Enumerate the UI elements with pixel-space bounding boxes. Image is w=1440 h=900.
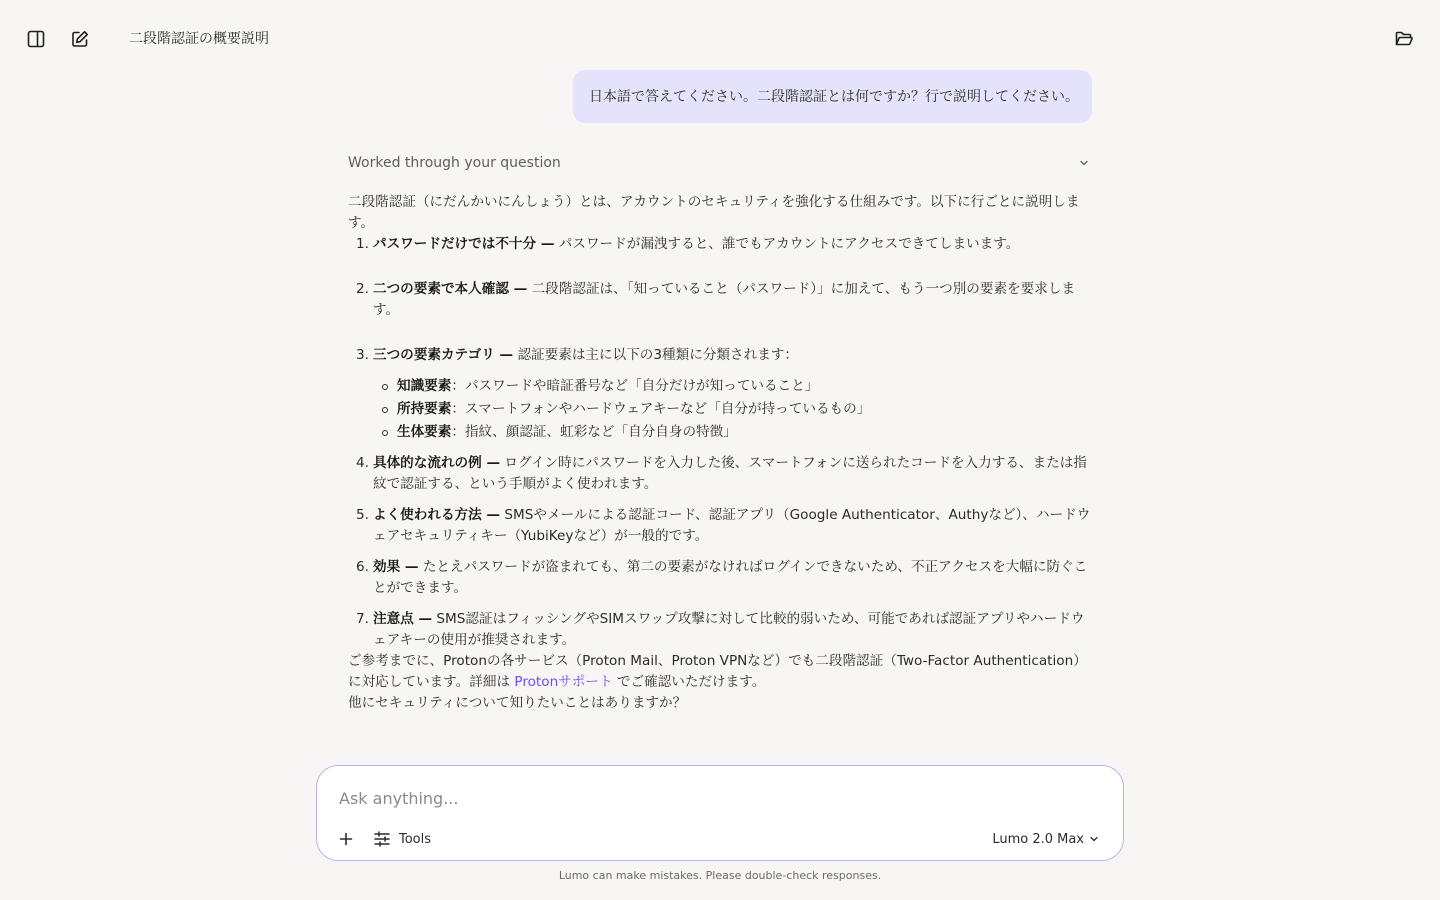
item-title: パスワードだけでは不十分 — [373, 236, 555, 252]
list-item [348, 279, 1092, 321]
plus-icon [339, 832, 353, 846]
list-item [348, 234, 1092, 255]
sub-item-text: ：パスワードや暗証番号など「自分だけが知っていること」 [451, 378, 819, 394]
conversation-area [348, 70, 1092, 714]
item-text: 二段階認証は、「知っていること（パスワード）」に加えて、もう一つ別の要素を要求します。 [373, 281, 1076, 318]
item-text: ログイン時にパスワードを入力した後、スマートフォンに送られたコードを入力する、または指紋で認証する、という手順がよく使われます。 [373, 455, 1087, 492]
sub-item-title: 所持要素 [397, 401, 452, 417]
assistant-answer [348, 192, 1092, 714]
item-text: 認証要素は主に以下の3種類に分類されます： [513, 347, 798, 363]
model-selector[interactable] [992, 828, 1099, 850]
answer-intro: 二段階認証（にだんかいにんしょう）とは、アカウントのセキュリティを強化する仕組みです。以下に行ごとに説明します。 [348, 194, 1080, 231]
list-item [348, 453, 1092, 495]
new-chat-icon [70, 29, 90, 49]
disclaimer: Lumo can make mistakes. Please double-check responses. [558, 869, 882, 882]
sub-list-item [373, 399, 1092, 420]
proton-support-link[interactable]: Protonサポート [514, 674, 613, 690]
item-number: 5. [356, 507, 369, 523]
answer-closing: 他にセキュリティについて知りたいことはありますか？ [348, 695, 687, 711]
list-item [348, 609, 1092, 651]
item-number: 1. [356, 236, 369, 252]
top-bar [0, 0, 1440, 78]
reasoning-label: Worked through your question [348, 155, 561, 171]
user-message: 日本語で答えてください。二段階認証とは何ですか？行で説明してください。 [573, 70, 1092, 123]
item-text: SMS認証はフィッシングやSIMスワップ攻撃に対して比較的弱いため、可能であれば認証アプリやハードウェアキーの使用が推奨されます。 [373, 611, 1085, 648]
item-number: 7. [356, 611, 369, 627]
attach-button[interactable] [335, 828, 357, 850]
item-text: SMSやメールによる認証コード、認証アプリ（Google Authenticator、Authyなど）、ハードウェアセキュリティキー（YubiKeyなど）が一般的です。 [373, 507, 1091, 544]
outro-text-end: でご確認いただけます。 [612, 674, 766, 690]
sub-list-item [373, 422, 1092, 443]
sidebar-toggle-button[interactable] [20, 23, 52, 55]
item-text: たとえパスワードが盗まれても、第二の要素がなければログインできないため、不正アクセスを大幅に防ぐことができます。 [373, 559, 1088, 596]
item-title: 注意点 — [373, 611, 433, 627]
chevron-down-icon [1078, 157, 1090, 169]
item-title: 効果 — [373, 559, 419, 575]
item-title: 二つの要素で本人確認 — [373, 281, 528, 297]
outro-text: ご参考までに、Protonの各サービス（Proton Mail、Proton VPNなど）でも二段階認証（Two-Factor Authentication）に対応しています。詳細は [348, 653, 1087, 690]
sub-list [373, 376, 1092, 443]
chat-title: 二段階認証の概要説明 [129, 31, 269, 47]
sub-item-title: 生体要素 [397, 424, 452, 440]
item-title: 三つの要素カテゴリ — [373, 347, 514, 363]
composer [316, 765, 1124, 861]
sub-item-text: ：指紋、顔認証、虹彩など「自分自身の特徴」 [451, 424, 737, 440]
item-number: 6. [356, 559, 369, 575]
folder-open-icon [1394, 29, 1414, 49]
item-number: 3. [356, 347, 369, 363]
item-number: 2. [356, 281, 369, 297]
item-number: 4. [356, 455, 369, 471]
list-item [348, 345, 1092, 443]
sub-item-text: ：スマートフォンやハードウェアキーなど「自分が持っているもの」 [451, 401, 871, 417]
item-title: 具体的な流れの例 — [373, 455, 501, 471]
list-item [348, 505, 1092, 547]
reasoning-toggle[interactable] [348, 150, 1092, 176]
list-item [348, 557, 1092, 599]
sub-item-title: 知識要素 [397, 378, 452, 394]
tools-button[interactable] [373, 828, 431, 850]
tools-label: Tools [399, 831, 432, 847]
sliders-icon [373, 830, 391, 848]
chevron-down-icon [1089, 834, 1099, 844]
answer-outro [348, 651, 1092, 693]
new-chat-button[interactable] [64, 23, 96, 55]
model-label: Lumo 2.0 Max [992, 831, 1084, 847]
answer-list [348, 234, 1092, 651]
sub-list-item [373, 376, 1092, 397]
item-title: よく使われる方法 — [373, 507, 501, 523]
item-text: パスワードが漏洩すると、誰でもアカウントにアクセスできてしまいます。 [554, 236, 1020, 252]
sidebar-toggle-icon [26, 29, 46, 49]
prompt-input[interactable] [339, 786, 1099, 810]
projects-folder-button[interactable] [1388, 23, 1420, 55]
